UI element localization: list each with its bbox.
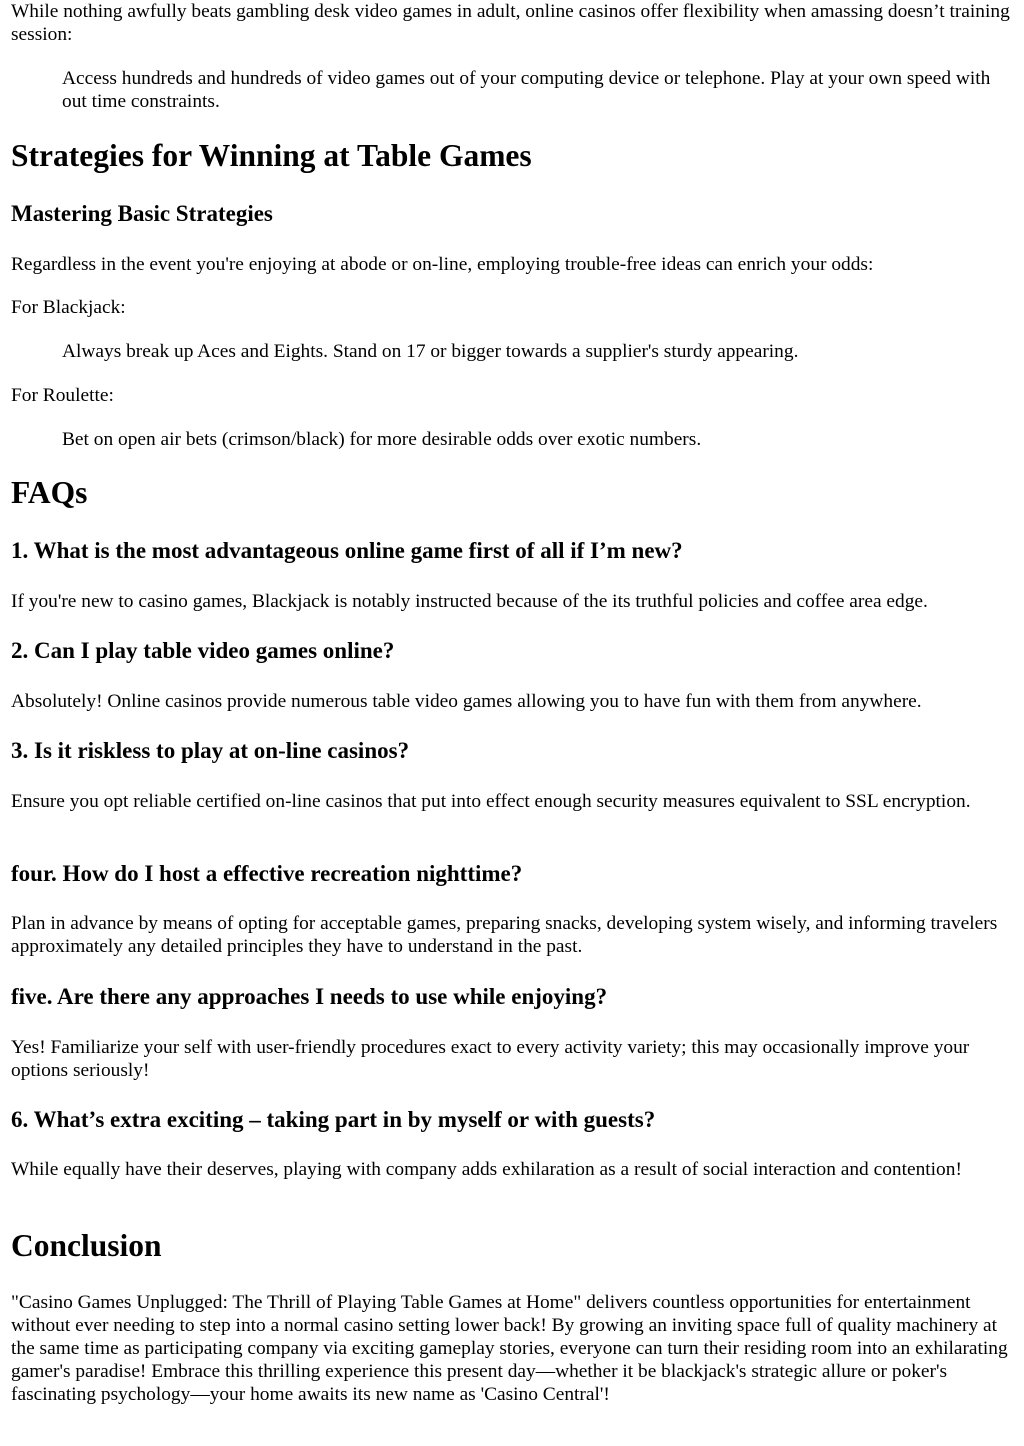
roulette-label: For Roulette: [11,385,114,406]
faqs-heading: FAQs [11,475,88,510]
faq-answer: Ensure you opt reliable certified on-line casinos that put into effect enough security measures equivalent to SSL encryption. [11,791,971,812]
strategies-heading: Strategies for Winning at Table Games [11,138,532,173]
conclusion-heading: Conclusion [11,1228,162,1263]
faq-question: 1. What is the most advantageous online game first of all if I’m new? [11,538,683,563]
intro-paragraph: While nothing awfully beats gambling desk video games in adult, online casinos offer flexibility when amassing doesn’t training session: [11,1,1010,45]
faq-question: 3. Is it riskless to play at on-line casinos? [11,738,410,763]
strategies-intro: Regardless in the event you're enjoying at abode or on-line, employing trouble-free ideas can enrich your odds: [11,254,874,275]
faq-question: four. How do I host a effective recreation nighttime? [11,861,523,886]
faq-question: 2. Can I play table video games online? [11,638,395,663]
faq-answer: While equally have their deserves, playing with company adds exhilaration as a result of social interaction and contention! [11,1159,962,1180]
roulette-tip: Bet on open air bets (crimson/black) for more desirable odds over exotic numbers. [62,429,702,450]
faq-answer: Plan in advance by means of opting for acceptable games, preparing snacks, developing system wisely, and informing travelers approximately any detailed principles they have to understand in the past. [11,913,998,957]
faq-answer: Yes! Familiarize your self with user-friendly procedures exact to every activity variety; this may occasionally improve your options seriously! [11,1037,970,1081]
intro-blockquote: Access hundreds and hundreds of video games out of your computing device or telephone. Play at your own speed with out time constraints. [62,68,991,112]
blackjack-label: For Blackjack: [11,297,126,318]
conclusion-paragraph: "Casino Games Unplugged: The Thrill of Playing Table Games at Home" delivers countless opportunities for entertainment without ever needing to step into a normal casino setting lower back! By growing an inviting space full of quality machinery at the same time as participating company via exciting gameplay stories, everyone can turn their residing room into an exhilarating gamer's paradise! Embrace this thrilling experience this present day—whether it be blackjack's strategic allure or poker's fascinating psychology—your home awaits its new name as 'Casino Central'! [11,1292,1008,1405]
faq-answer: If you're new to casino games, Blackjack is notably instructed because of the its truthful policies and coffee area edge. [11,591,928,612]
faq-question: 6. What’s extra exciting – taking part in by myself or with guests? [11,1107,656,1132]
faq-answer: Absolutely! Online casinos provide numerous table video games allowing you to have fun with them from anywhere. [11,691,922,712]
basic-strategies-subheading: Mastering Basic Strategies [11,201,273,226]
blackjack-tip: Always break up Aces and Eights. Stand on 17 or bigger towards a supplier's sturdy appearing. [62,341,799,362]
faq-question: five. Are there any approaches I needs to use while enjoying? [11,984,608,1009]
